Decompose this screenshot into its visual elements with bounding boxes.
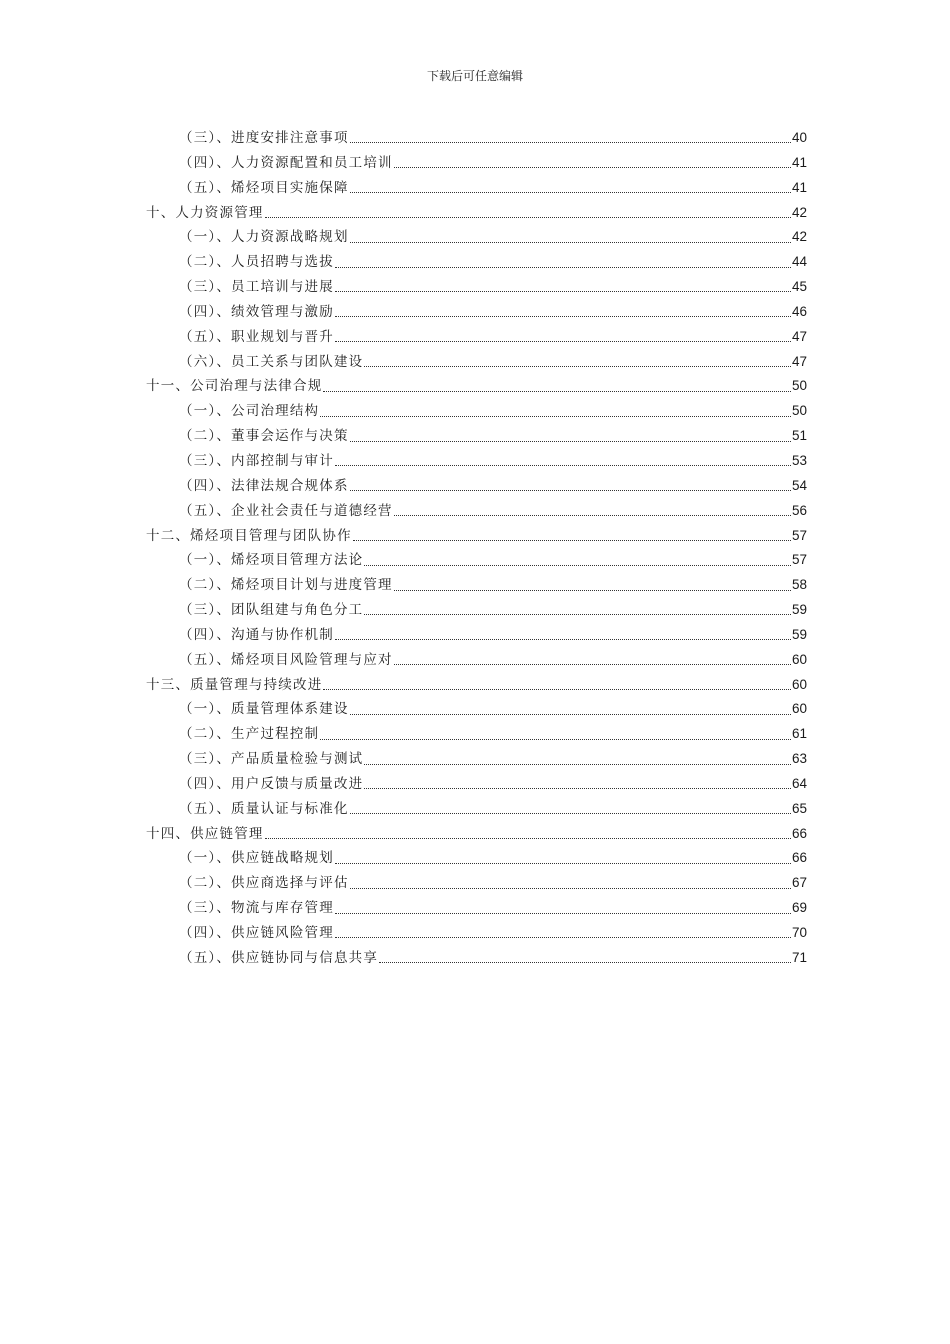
toc-section-entry[interactable] <box>146 350 807 375</box>
toc-entry-title: （三）、团队组建与角色分工 <box>179 602 364 619</box>
toc-dot-leader <box>394 157 791 169</box>
toc-dot-leader <box>350 182 791 194</box>
toc-section-entry[interactable] <box>146 747 807 772</box>
toc-dot-leader <box>265 828 791 840</box>
toc-dot-leader <box>320 406 791 418</box>
toc-dot-leader <box>335 257 791 269</box>
toc-entry-title: 十二、烯烃项目管理与团队协作 <box>146 527 352 544</box>
toc-dot-leader <box>335 853 791 865</box>
toc-dot-leader <box>350 132 791 144</box>
toc-dot-leader <box>350 878 791 890</box>
toc-dot-leader <box>364 356 791 368</box>
toc-entry-title: （四）、供应链风险管理 <box>179 925 334 941</box>
toc-entry-title: （六）、员工关系与团队建设 <box>179 353 364 370</box>
toc-section-entry[interactable] <box>146 176 807 201</box>
toc-entry-title: （五）、职业规划与晋升 <box>179 328 334 345</box>
toc-section-entry[interactable] <box>146 399 807 424</box>
toc-dot-leader <box>335 629 791 641</box>
toc-entry-page-number: 60 <box>791 676 807 692</box>
toc-entry-page-number: 47 <box>791 328 807 344</box>
toc-entry-page-number: 66 <box>791 850 807 866</box>
toc-section-entry[interactable] <box>146 151 807 176</box>
toc-dot-leader <box>364 754 791 766</box>
toc-section-entry[interactable] <box>146 648 807 673</box>
toc-section-entry[interactable] <box>146 896 807 921</box>
toc-entry-title: 十、人力资源管理 <box>146 204 264 221</box>
toc-dot-leader <box>335 903 791 915</box>
toc-entry-page-number: 59 <box>791 602 807 618</box>
toc-entry-title: （五）、烯烃项目风险管理与应对 <box>179 651 393 668</box>
toc-section-entry[interactable] <box>146 325 807 350</box>
toc-entry-page-number: 64 <box>791 775 807 791</box>
toc-entry-page-number: 63 <box>791 751 807 767</box>
toc-entry-page-number: 42 <box>791 204 807 220</box>
toc-section-entry[interactable] <box>146 871 807 896</box>
toc-entry-page-number: 51 <box>791 428 807 444</box>
toc-entry-title: （二）、烯烃项目计划与进度管理 <box>179 577 393 594</box>
toc-dot-leader <box>394 654 791 666</box>
toc-entry-page-number: 56 <box>791 502 807 518</box>
toc-section-entry[interactable] <box>146 474 807 499</box>
toc-entry-title: （四）、绩效管理与激励 <box>179 303 334 320</box>
toc-dot-leader <box>364 778 791 790</box>
toc-section-entry[interactable] <box>146 499 807 524</box>
toc-entry-title: （三）、物流与库存管理 <box>179 900 334 917</box>
toc-dot-leader <box>350 431 791 443</box>
toc-entry-page-number: 46 <box>791 303 807 319</box>
toc-dot-leader <box>350 480 791 492</box>
toc-section-entry[interactable] <box>146 300 807 325</box>
toc-entry-title: 十三、质量管理与持续改进 <box>146 676 323 693</box>
toc-entry-page-number: 67 <box>791 875 807 891</box>
toc-entry-page-number: 54 <box>791 477 807 493</box>
toc-chapter-entry[interactable] <box>146 201 807 226</box>
toc-section-entry[interactable] <box>146 623 807 648</box>
toc-entry-title: （三）、员工培训与进展 <box>179 279 334 296</box>
toc-chapter-entry[interactable] <box>146 524 807 549</box>
toc-entry-page-number: 71 <box>791 949 807 965</box>
toc-section-entry[interactable] <box>146 772 807 797</box>
toc-entry-title: （五）、质量认证与标准化 <box>179 800 349 817</box>
toc-entry-title: （一）、供应链战略规划 <box>179 850 334 867</box>
toc-entry-title: （二）、生产过程控制 <box>179 726 320 743</box>
toc-entry-page-number: 45 <box>791 279 807 295</box>
toc-section-entry[interactable] <box>146 846 807 871</box>
toc-entry-page-number: 61 <box>791 726 807 742</box>
toc-dot-leader <box>364 555 791 567</box>
toc-dot-leader <box>350 803 791 815</box>
toc-section-entry[interactable] <box>146 722 807 747</box>
toc-entry-page-number: 66 <box>791 825 807 841</box>
toc-entry-title: （一）、质量管理体系建设 <box>179 701 349 718</box>
page-header: 下载后可任意编辑 <box>426 69 523 83</box>
toc-dot-leader <box>335 331 791 343</box>
toc-entry-title: （四）、法律法规合规体系 <box>179 477 349 494</box>
toc-dot-leader <box>335 306 791 318</box>
toc-entry-title: （三）、内部控制与审计 <box>179 452 334 469</box>
toc-chapter-entry[interactable] <box>146 822 807 847</box>
toc-entry-page-number: 50 <box>791 403 807 419</box>
toc-entry-page-number: 53 <box>791 452 807 468</box>
toc-section-entry[interactable] <box>146 697 807 722</box>
toc-dot-leader <box>353 530 791 542</box>
toc-dot-leader <box>394 580 791 592</box>
toc-section-entry[interactable] <box>146 946 807 971</box>
toc-entry-page-number: 44 <box>791 254 807 270</box>
toc-entry-title: （五）、供应链协同与信息共享 <box>179 949 379 966</box>
toc-dot-leader <box>335 927 791 939</box>
toc-dot-leader <box>350 232 791 244</box>
toc-section-entry[interactable] <box>146 921 807 946</box>
toc-section-entry[interactable] <box>146 126 807 151</box>
toc-entry-title: （一）、公司治理结构 <box>179 403 320 420</box>
toc-section-entry[interactable] <box>146 250 807 275</box>
toc-section-entry[interactable] <box>146 797 807 822</box>
toc-entry-title: （三）、进度安排注意事项 <box>179 130 349 146</box>
toc-entry-page-number: 57 <box>791 527 807 543</box>
toc-entry-title: 十四、供应链管理 <box>146 825 264 842</box>
toc-chapter-entry[interactable] <box>146 374 807 399</box>
toc-dot-leader <box>323 679 791 691</box>
toc-dot-leader <box>350 704 791 716</box>
toc-entry-page-number: 50 <box>791 378 807 394</box>
toc-entry-page-number: 40 <box>791 130 807 145</box>
toc-entry-title: （三）、产品质量检验与测试 <box>179 751 364 768</box>
toc-section-entry[interactable] <box>146 449 807 474</box>
toc-entry-title: 十一、公司治理与法律合规 <box>146 378 323 395</box>
toc-entry-page-number: 47 <box>791 353 807 369</box>
toc-entry-title: （四）、人力资源配置和员工培训 <box>179 154 393 171</box>
toc-entry-page-number: 41 <box>791 179 807 195</box>
toc-chapter-entry[interactable] <box>146 673 807 698</box>
toc-entry-title: （五）、烯烃项目实施保障 <box>179 179 349 196</box>
toc-dot-leader <box>320 729 791 741</box>
toc-entry-page-number: 60 <box>791 651 807 667</box>
toc-entry-title: （二）、供应商选择与评估 <box>179 875 349 892</box>
toc-dot-leader <box>364 604 791 616</box>
toc-dot-leader <box>335 455 791 467</box>
toc-entry-page-number: 70 <box>791 925 807 940</box>
toc-entry-page-number: 57 <box>791 552 807 568</box>
toc-entry-title: （五）、企业社会责任与道德经营 <box>179 502 393 519</box>
table-of-contents <box>146 126 807 971</box>
toc-section-entry[interactable] <box>146 573 807 598</box>
toc-section-entry[interactable] <box>146 225 807 250</box>
toc-entry-page-number: 69 <box>791 900 807 916</box>
toc-entry-page-number: 58 <box>791 577 807 593</box>
toc-entry-page-number: 59 <box>791 626 807 642</box>
toc-entry-page-number: 41 <box>791 154 807 170</box>
toc-dot-leader <box>323 381 791 393</box>
toc-entry-title: （四）、沟通与协作机制 <box>179 626 334 643</box>
toc-dot-leader <box>265 207 791 219</box>
toc-entry-page-number: 65 <box>791 800 807 816</box>
toc-dot-leader <box>394 505 791 517</box>
toc-entry-title: （四）、用户反馈与质量改进 <box>179 775 364 792</box>
toc-section-entry[interactable] <box>146 548 807 573</box>
toc-dot-leader <box>379 952 791 964</box>
toc-entry-page-number: 42 <box>791 229 807 245</box>
toc-entry-title: （二）、人员招聘与选拔 <box>179 254 334 271</box>
toc-entry-title: （一）、烯烃项目管理方法论 <box>179 552 364 569</box>
toc-entry-title: （一）、人力资源战略规划 <box>179 229 349 246</box>
toc-entry-title: （二）、董事会运作与决策 <box>179 428 349 445</box>
toc-entry-page-number: 60 <box>791 701 807 717</box>
toc-section-entry[interactable] <box>146 424 807 449</box>
toc-dot-leader <box>335 281 791 293</box>
toc-section-entry[interactable] <box>146 275 807 300</box>
toc-section-entry[interactable] <box>146 598 807 623</box>
